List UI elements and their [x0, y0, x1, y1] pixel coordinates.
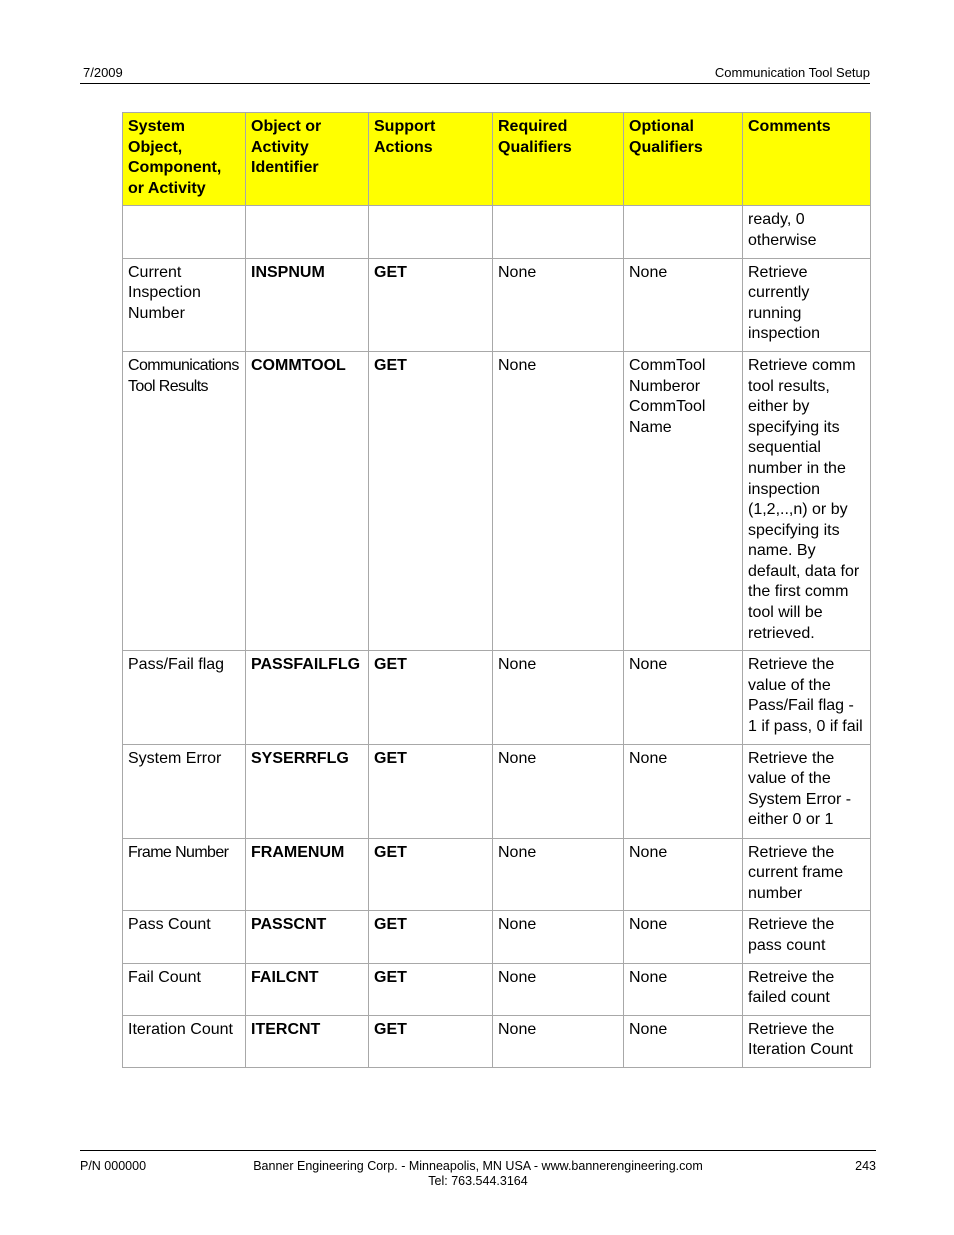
- header-identifier: Object or Activity Identifier: [246, 113, 369, 206]
- cell-object: Communications Tool Results: [123, 351, 246, 650]
- cell-required: None: [493, 911, 624, 963]
- cell-comments: Retrieve the Iteration Count: [743, 1015, 871, 1067]
- cell-required: None: [493, 838, 624, 911]
- cell-identifier: INSPNUM: [246, 258, 369, 351]
- cell-object: Pass Count: [123, 911, 246, 963]
- header-section-title: Communication Tool Setup: [714, 65, 870, 80]
- cell-actions: GET: [369, 838, 493, 911]
- cell-optional: [624, 206, 743, 258]
- cell-actions: GET: [369, 651, 493, 744]
- cell-required: None: [493, 963, 624, 1015]
- cell-actions: GET: [369, 258, 493, 351]
- cell-object: Pass/Fail flag: [123, 651, 246, 744]
- header-optional-qualifiers: Optional Qualifiers: [624, 113, 743, 206]
- cell-actions: GET: [369, 963, 493, 1015]
- cell-optional: None: [624, 651, 743, 744]
- page-header: [80, 64, 870, 84]
- cell-comments: Retrieve the pass count: [743, 911, 871, 963]
- cell-actions: GET: [369, 351, 493, 650]
- footer-company: Banner Engineering Corp. - Minneapolis, MN USA - www.bannerengineering.com: [253, 1159, 703, 1173]
- cell-actions: GET: [369, 744, 493, 838]
- cell-identifier: [246, 206, 369, 258]
- cell-object: Iteration Count: [123, 1015, 246, 1067]
- cell-object: Frame Number: [123, 838, 246, 911]
- table-row: [123, 351, 871, 650]
- cell-object: Fail Count: [123, 963, 246, 1015]
- cell-optional: None: [624, 838, 743, 911]
- cell-optional: None: [624, 258, 743, 351]
- cell-required: [493, 206, 624, 258]
- cell-optional: CommTool Numberor CommTool Name: [624, 351, 743, 650]
- cell-comments: Retrieve the current frame number: [743, 838, 871, 911]
- cell-comments: Retrieve the value of the System Error - either 0 or 1: [743, 744, 871, 838]
- header-system-object: System Object, Component, or Activity: [123, 113, 246, 206]
- header-support-actions: Support Actions: [369, 113, 493, 206]
- cell-required: None: [493, 258, 624, 351]
- cell-comments: Retrieve the value of the Pass/Fail flag - 1 if pass, 0 if fail: [743, 651, 871, 744]
- footer-tel: Tel: 763.544.3164: [428, 1174, 528, 1188]
- header-required-qualifiers: Required Qualifiers: [493, 113, 624, 206]
- header-date: 7/2009: [83, 65, 123, 80]
- cell-object: System Error: [123, 744, 246, 838]
- cell-comments: Retrieve currently running inspection: [743, 258, 871, 351]
- cell-required: None: [493, 651, 624, 744]
- cell-identifier: PASSCNT: [246, 911, 369, 963]
- cell-optional: None: [624, 1015, 743, 1067]
- cell-actions: GET: [369, 911, 493, 963]
- cell-identifier: ITERCNT: [246, 1015, 369, 1067]
- table-row: [123, 744, 871, 838]
- table-header-row: [123, 113, 871, 206]
- table-row: [123, 206, 871, 258]
- cell-identifier: COMMTOOL: [246, 351, 369, 650]
- page-footer: [80, 1150, 876, 1188]
- cell-identifier: SYSERRFLG: [246, 744, 369, 838]
- cell-comments: Retreive the failed count: [743, 963, 871, 1015]
- cell-identifier: FAILCNT: [246, 963, 369, 1015]
- cell-object: [123, 206, 246, 258]
- cell-optional: None: [624, 963, 743, 1015]
- command-table: [122, 112, 871, 1068]
- cell-required: None: [493, 351, 624, 650]
- footer-contact: [80, 1159, 876, 1189]
- table-row: [123, 258, 871, 351]
- footer-part-number: P/N 000000: [80, 1159, 147, 1173]
- table-row: [123, 838, 871, 911]
- cell-optional: None: [624, 911, 743, 963]
- cell-optional: None: [624, 744, 743, 838]
- header-comments: Comments: [743, 113, 871, 206]
- table-row: [123, 963, 871, 1015]
- cell-object: Current Inspection Number: [123, 258, 246, 351]
- cell-required: None: [493, 1015, 624, 1067]
- table-row: [123, 651, 871, 744]
- table-row: [123, 911, 871, 963]
- cell-actions: [369, 206, 493, 258]
- cell-identifier: PASSFAILFLG: [246, 651, 369, 744]
- cell-actions: GET: [369, 1015, 493, 1067]
- footer-page-number: 243: [855, 1159, 876, 1173]
- cell-comments: ready, 0 otherwise: [743, 206, 871, 258]
- cell-comments: Retrieve comm tool results, either by specifying its sequential number in the inspection (1,2,..,n) or by specifying its name. By default, data for the first comm tool will be retrieved.: [743, 351, 871, 650]
- cell-required: None: [493, 744, 624, 838]
- cell-identifier: FRAMENUM: [246, 838, 369, 911]
- table-row: [123, 1015, 871, 1067]
